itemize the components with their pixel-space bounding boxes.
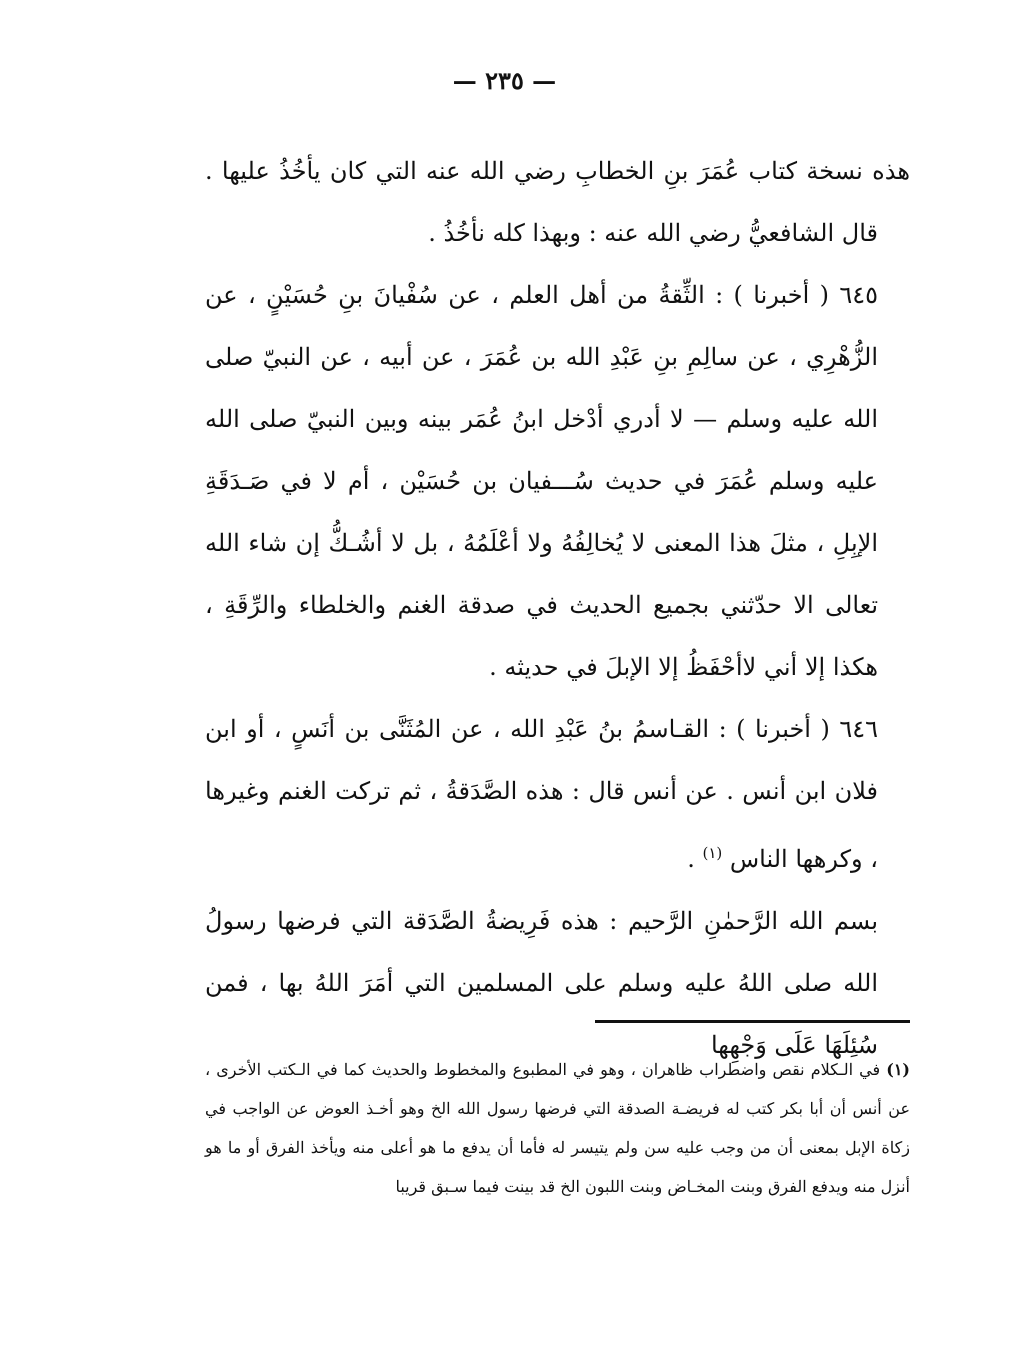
paragraph-hadith-646 — [205, 698, 910, 890]
footnote-text: في الـكلام نقص واضطراب ظاهران ، وهو في المطبوع والمخطوط والحديث كما في الـكتب الأخرى ، عن أنس أن أبا بكر كتب له فريضـة الصدقة التي فرضها رسول الله الخ وهو أخـذ العوض عن الواجب في زكاة الإبل بمعنى أن من وجب عليه سن ولم يتيسر له فأما أن يدفع ما هو أعلى منه ويأخذ الفرق أو ما هو أنزل منه ويدفع الفرق وبنت المخـاض وبنت اللبون الخ قد بينت فيما سـبق قريبا — [205, 1060, 910, 1196]
footnotes — [205, 1050, 910, 1206]
paragraph-basmala: بسم الله الرَّحمٰنِ الرَّحيم : هذه فَرِيضةُ الصَّدَقة التي فرضها رسولُ الله صلى اللهُ عليه وسلم على المسلمين التي أمَرَ اللهُ بها ، فمن سُئِلَهَا عَلَى وَجْهِها — [205, 907, 878, 1059]
hadith-646-text: ٦٤٦ ( أخبرنا ) : القـاسمُ بنُ عَبْدِ الله ، عن المُثَنَّى بن أنَسٍ ، أو ابن فلان ابن أنس . عن أنس قال : هذه الصَّدَقةُ ، ثم تركت الغنم وغيرها ، وكرهها الناس — [205, 715, 878, 873]
paragraph-heading-line: هذه نسخة كتاب عُمَرَ بنِ الخطابِ رضي الله عنه التي كان يأخُذُ عليها . — [205, 157, 911, 185]
hadith-646-tail: . — [687, 845, 703, 873]
footnote-reference: (١) — [702, 844, 723, 862]
page-number: — ٢٣٥ — — [452, 66, 557, 95]
footnote-1 — [205, 1050, 910, 1206]
paragraph-shafii-statement: قال الشافعيُّ رضي الله عنه : وبهذا كله نأخُذُ . — [428, 219, 878, 247]
footnote-number: (١) — [886, 1060, 910, 1079]
main-text — [205, 140, 910, 1076]
paragraph-hadith-645: ٦٤٥ ( أخبرنا ) : الثِّقةُ من أهل العلم ، عن سُفْيانَ بنِ حُسَيْنٍ ، عن الزُّهْرِي ، عن سالِمِ بنِ عَبْدِ الله بن عُمَرَ ، عن أبيه ، عن النبيّ صلى الله عليه وسلم — لا أدري أدْخل ابنُ عُمَر بينه وبين النبيّ صلى الله عليه وسلم عُمَرَ في حديث سُـــفيان بن حُسَيْن ، أم لا في صَـدَقَةِ الإبِلِ ، مثلَ هذا المعنى لا يُخالِفُهُ ولا أعْلَمُهُ ، بل لا أشُـكُّ إن شاء الله تعالى الا حدّثني بجميع الحديث في صدقة الغنم والخلطاء والرِّقَةِ ، هكذا إلا أني لاأحْفَظُ إلا الإبلَ في حديثه . — [205, 281, 878, 681]
footnote-divider — [595, 1020, 910, 1023]
